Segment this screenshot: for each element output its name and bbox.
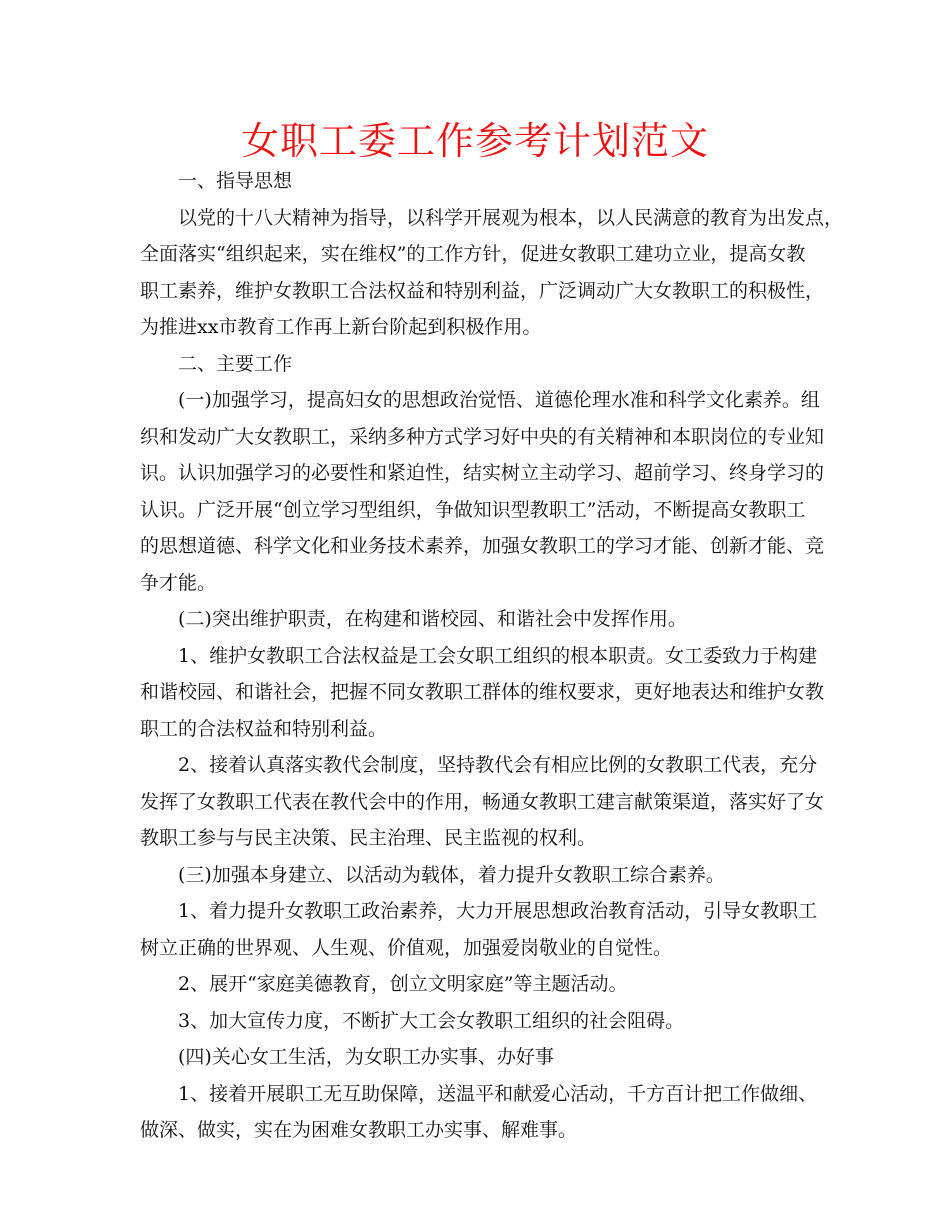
text-line: 2、接着认真落实教代会制度，坚持教代会有相应比例的女教职工代表，充分 [178,754,818,776]
text-line: 3、加大宣传力度，不断扩大工会女教职工组织的社会阻碍。 [178,1009,685,1032]
section-heading [140,346,830,383]
paragraph [140,601,830,638]
text-line: (三)加强本身建立、以活动为载体，着力提升女教职工综合素养。 [178,863,725,886]
text-line: 1、着力提升女教职工政治素养，大力开展思想政治教育活动，引导女教职工 [178,900,818,922]
text-line: 以党的十八大精神为指导，以科学开展观为根本，以人民满意的教育为出发点， [178,206,844,229]
text-line: (四)关心女工生活，为女职工办实事、办好事 [178,1046,554,1068]
text-line: 织和发动广大女教职工，采纳多种方式学习好中央的有关精神和本职岗位的专业知 [140,425,825,448]
paragraph [140,638,830,748]
text-line: 职工的合法权益和特别利益。 [140,717,388,740]
text-line: 教职工参与与民主决策、民主治理、民主监视的权利。 [140,827,597,849]
text-line: 识。认识加强学习的必要性和紧迫性，结实树立主动学习、超前学习、终身学习的 [140,462,825,484]
paragraph [140,1039,830,1076]
text-line: 一、指导思想 [178,170,293,192]
paragraph [140,1076,830,1149]
section-heading [140,163,830,200]
paragraph [140,966,830,1003]
text-line: 二、主要工作 [178,352,293,375]
paragraph [140,857,830,894]
paragraph [140,200,844,346]
text-line: (二)突出维护职责，在构建和谐校园、和谐社会中发挥作用。 [178,608,687,630]
paragraph [140,382,830,601]
text-line: 发挥了女教职工代表在教代会中的作用，畅通女教职工建言献策渠道，落实好了女 [140,790,825,813]
text-line: 树立正确的世界观、人生观、价值观，加强爱岗敬业的自觉性。 [140,936,673,959]
text-line: 全面落实“组织起来，实在维权”的工作方针，促进女教职工建功立业，提高女教 [140,243,806,265]
text-line: 的思想道德、科学文化和业务技术素养，加强女教职工的学习才能、创新才能、竞 [140,535,825,557]
text-line: (一)加强学习，提高妇女的思想政治觉悟、道德伦理水准和科学文化素养。组 [178,389,820,411]
text-line: 做深、做实，实在为困难女教职工办实事、解难事。 [140,1119,578,1141]
text-line: 1、接着开展职工无互助保障，送温平和献爱心活动，千方百计把工作做细、 [178,1082,818,1105]
paragraph [140,893,830,966]
paragraph [140,1003,830,1040]
paragraph [140,747,830,857]
text-line: 1、维护女教职工合法权益是工会女职工组织的根本职责。女工委致力于构建 [178,644,818,667]
text-line: 争才能。 [140,571,217,594]
text-line: 和谐校园、和谐社会，把握不同女教职工群体的维权要求，更好地表达和维护女教 [140,681,825,703]
text-line: 2、展开“家庭美德教育，创立文明家庭”等主题活动。 [178,973,628,995]
text-line: 认识。广泛开展“创立学习型组织，争做知识型教职工”活动，不断提高女教职工 [140,498,806,521]
document-body [140,163,844,1149]
document-title: 女职工委工作参考计划范文 [240,119,709,163]
text-line: 为推进xx市教育工作再上新台阶起到积极作用。 [140,316,542,338]
text-line: 职工素养，维护女教职工合法权益和特别利益，广泛调动广大女教职工的积极性， [140,279,825,302]
